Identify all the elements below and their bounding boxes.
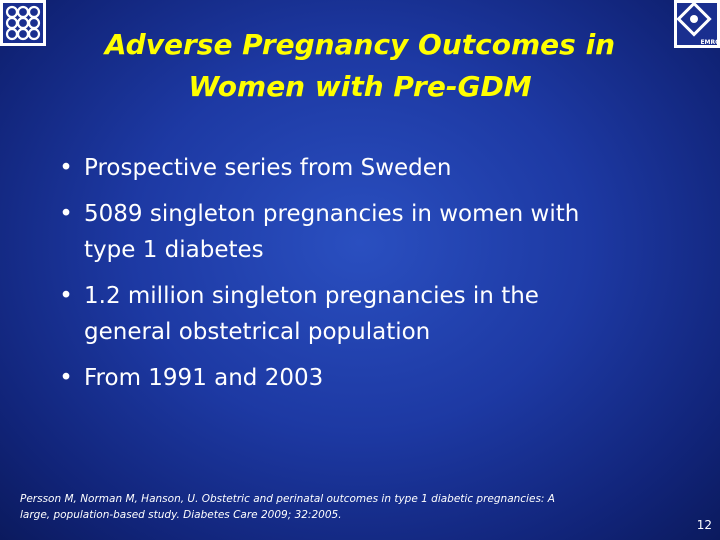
bullet-text: 1.2 million singleton pregnancies in the general obstetrical population [84, 282, 539, 345]
citation-reference: Persson M, Norman M, Hanson, U. Obstetric and perinatal outcomes in type 1 diabetic pregnancies: A large, population-based study. Diabetes Care 2009; 32:2005. [20, 493, 555, 521]
bullet-item [58, 278, 628, 351]
bullet-icon: • [59, 364, 73, 391]
bullet-text: Prospective series from Sweden [84, 155, 452, 181]
slide-number: 12 [696, 518, 712, 532]
slide-title: Adverse Pregnancy Outcomes in Women with Pre-GDM [104, 28, 616, 103]
bullet-list [58, 150, 628, 405]
bullet-item [58, 150, 628, 187]
bullet-icon: • [59, 200, 73, 227]
bullet-item [58, 360, 628, 397]
bullet-item [58, 196, 628, 269]
bullet-text: 5089 singleton pregnancies in women with type 1 diabetes [84, 200, 580, 263]
institution-emblem-icon [0, 0, 46, 46]
emrc-logo-icon [674, 0, 720, 48]
bullet-icon: • [59, 282, 73, 309]
bullet-text: From 1991 and 2003 [84, 364, 324, 391]
bullet-icon: • [59, 155, 73, 181]
emrc-logo-text: EMRC [700, 39, 720, 46]
